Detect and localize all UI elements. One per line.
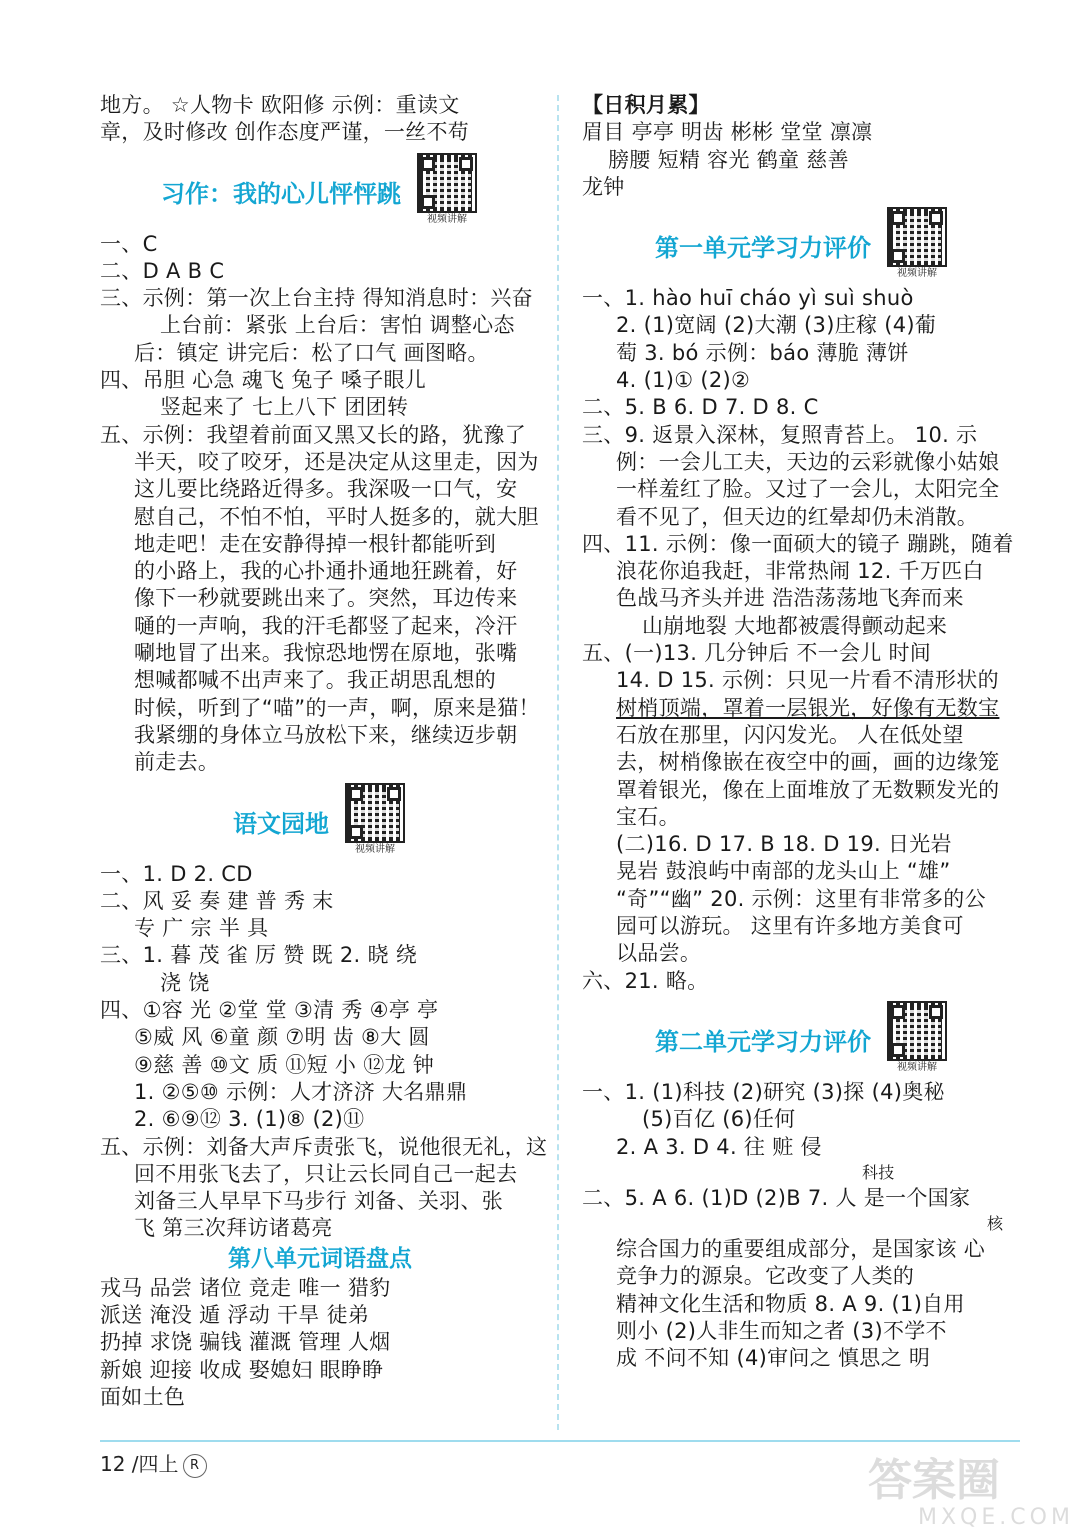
- answer-line: (5)百亿 (6)任何: [642, 1107, 796, 1132]
- page-number: [100, 1448, 207, 1478]
- section-header-garden: [100, 783, 540, 857]
- watermark-logo: [868, 1456, 1078, 1534]
- qr-caption: 视频讲解: [897, 268, 937, 280]
- answer-line: 宝石。: [616, 804, 680, 829]
- right-column: [582, 92, 1022, 1373]
- word-line: 面如土色: [100, 1384, 186, 1409]
- answer-line: 上台前：紧张 上台后：害怕 调整心态: [160, 313, 515, 338]
- answer-line: 二、风 妥 奏 建 普 秀 末: [100, 888, 334, 913]
- answer-line: 三、1. 暮 茂 雀 厉 赞 既 2. 晓 绕: [100, 943, 418, 968]
- answer-line: 飞 第三次拜访诸葛亮: [134, 1216, 333, 1241]
- answer-line: 山崩地裂 大地都被震得颤动起来: [642, 613, 948, 638]
- word-line: 眉目 亭亭 明齿 彬彬 堂堂 凛凛: [582, 120, 873, 145]
- answer-line: 色战马齐头并进 浩浩荡荡地飞奔而来: [616, 586, 964, 611]
- answer-line: 五、示例：刘备大声斥责张飞，说他很无礼，这: [100, 1134, 548, 1159]
- daily-heading: 【日积月累】: [582, 93, 710, 117]
- answer-line: (二)16. D 17. B 18. D 19. 日光岩: [616, 832, 952, 857]
- answer-line: 四、吊胆 心急 魂飞 兔子 嗓子眼儿: [100, 368, 427, 393]
- answer-line: 2. A 3. D 4. 往 赃 侵: [616, 1134, 822, 1159]
- answer-line: 浪花你追我赶，非常热闹 12. 千万匹白: [616, 559, 984, 584]
- answer-line: 去，树梢像嵌在夜空中的画，画的边缘笼: [616, 750, 1000, 775]
- qr-caption: 视频讲解: [897, 1061, 937, 1073]
- answer-line: 二、5. B 6. D 7. D 8. C: [582, 395, 819, 420]
- answer-line: 地走吧！走在安静得掉一根针都能听到: [134, 531, 497, 556]
- answer-line: 园可以游玩。 这里有许多地方美食可: [616, 914, 964, 939]
- answer-line: 1. ②⑤⑩ 示例：人才济济 大名鼎鼎: [134, 1079, 468, 1104]
- answer-line: 2. (1)宽阔 (2)大潮 (3)庄稼 (4)葡: [616, 313, 937, 338]
- answer-line: 看不见了，但天边的红晕却仍未消散。: [616, 504, 979, 529]
- answer-line: 树梢顶端，罩着一层银光，好像有无数宝: [616, 695, 1000, 720]
- answer-line: 嗵的一声响，我的汗毛都竖了起来，冷汗: [134, 613, 518, 638]
- answer-line: 的小路上，我的心扑通扑通地狂跳着，好: [134, 559, 518, 584]
- answer-line: 半天，咬了咬牙，还是决定从这里走，因为: [134, 449, 539, 474]
- answer-line: 一样羞红了脸。又过了一会儿，太阳完全: [616, 477, 1000, 502]
- answer-line: 竖起来了 七上八下 团团转: [160, 395, 409, 420]
- section-header-unit1: [582, 207, 1022, 281]
- footer-rule: [100, 1440, 1020, 1442]
- correction-note: 科技: [862, 1162, 895, 1182]
- intro-line: 地方。 ☆人物卡 欧阳修 示例：重读文: [100, 93, 460, 117]
- left-column: [100, 92, 548, 1411]
- section-header-unit2: [582, 1001, 1022, 1075]
- answer-line: 刘备三人早早下马步行 刘备、关羽、张: [134, 1189, 504, 1214]
- word-line: 扔掉 求饶 骗钱 灌溉 管理 人烟: [100, 1330, 391, 1355]
- answer-line: 三、9. 返景入深林，复照青苔上。 10. 示: [582, 422, 978, 447]
- qr-caption: 视频讲解: [355, 843, 395, 855]
- answer-line: 时候，听到了“喵”的一声，啊，原来是猫！: [134, 695, 540, 720]
- answer-line: 萄 3. bó 示例：báo 薄脆 薄饼: [616, 340, 909, 365]
- qr-code-icon[interactable]: [885, 207, 949, 281]
- answer-line: 石放在那里，闪闪发光。 人在低处望: [616, 722, 964, 747]
- answer-line: 想喊都喊不出声来了。我正胡思乱想的: [134, 668, 497, 693]
- word-line: 戎马 品尝 诸位 竞走 唯一 猎豹: [100, 1275, 391, 1300]
- section-title: 习作：我的心儿怦怦跳: [161, 179, 401, 208]
- answer-line: ⑨慈 善 ⑩文 质 ⑪短 小 ⑫龙 钟: [134, 1052, 435, 1077]
- section-title: 第二单元学习力评价: [655, 1027, 871, 1056]
- answer-line: 五、示例：我望着前面又黑又长的路，犹豫了: [100, 422, 526, 447]
- word-line: 新娘 迎接 收成 娶媳妇 眼睁睁: [100, 1357, 384, 1382]
- qr-code-icon[interactable]: [343, 783, 407, 857]
- column-divider: [557, 95, 559, 1430]
- answer-line: 2. ⑥⑨⑫ 3. (1)⑧ (2)⑪: [134, 1107, 365, 1132]
- answer-line: 14. D 15. 示例：只见一片看不清形状的: [616, 668, 999, 693]
- answer-line: 二、D A B C: [100, 258, 225, 283]
- answer-line: 三、示例：第一次上台主持 得知消息时：兴奋: [100, 286, 533, 311]
- answer-line: 四、①容 光 ②堂 堂 ③清 秀 ④亭 亭: [100, 998, 439, 1023]
- answer-line: 浇 饶: [160, 970, 210, 995]
- watermark-url: MXQE.COM: [918, 1505, 1074, 1530]
- page-number-text: 12 /四上: [100, 1452, 179, 1476]
- answer-line: 像下一秒就要跳出来了。突然，耳边传来: [134, 586, 518, 611]
- answer-line: 二、5. A 6. (1)D (2)B 7. 人 是一个国家: [582, 1185, 971, 1210]
- correction-note: 核: [987, 1214, 1004, 1234]
- word-line: 派送 淹没 遁 浮动 干旱 徒弟: [100, 1302, 370, 1327]
- section-header-writing: [100, 153, 540, 227]
- section-title: 第一单元学习力评价: [655, 234, 871, 263]
- word-line: 龙钟: [582, 174, 625, 199]
- qr-code-icon[interactable]: [885, 1001, 949, 1075]
- answer-line: “奇”“幽” 20. 示例：这里有非常多的公: [616, 886, 986, 911]
- answer-line: 以品尝。: [616, 941, 702, 966]
- answer-line: 则小 (2)人非生而知之者 (3)不学不: [616, 1318, 947, 1343]
- answer-line: 这儿要比绕路近得多。我深吸一口气，安: [134, 477, 518, 502]
- answer-line: 前走去。: [134, 750, 220, 775]
- answer-line: 五、(一)13. 几分钟后 不一会儿 时间: [582, 641, 932, 666]
- word-line: 膀腰 短精 容光 鹤童 慈善: [608, 147, 849, 172]
- answer-line: 慰自己，不怕不怕，平时人挺多的，就大胆: [134, 504, 539, 529]
- answer-line: 专 广 宗 半 具: [134, 916, 269, 941]
- answer-line: 一、1. D 2. CD: [100, 861, 253, 886]
- answer-line: 4. (1)① (2)②: [616, 368, 751, 393]
- answer-line: 后：镇定 讲完后：松了口气 画图略。: [134, 340, 489, 365]
- answer-line: 综合国力的重要组成部分，是国家该 心: [616, 1237, 986, 1262]
- answer-line: 四、11. 示例：像一面硕大的镜子 蹦跳，随着: [582, 531, 1014, 556]
- intro-line: 章，及时修改 创作态度严谨，一丝不苟: [100, 120, 470, 145]
- answer-line: 一、1. hào huī cháo yì suì shuò: [582, 286, 914, 311]
- section-title: 第八单元词语盘点: [228, 1245, 412, 1272]
- qr-caption: 视频讲解: [427, 213, 467, 225]
- answer-line: 我紧绷的身体立马放松下来，继续迈步朝: [134, 722, 518, 747]
- answer-line: 罩着银光，像在上面堆放了无数颗发光的: [616, 777, 1000, 802]
- section-title: 语文园地: [233, 809, 329, 838]
- answer-line: 唰地冒了出来。我惊恐地愣在原地，张嘴: [134, 641, 518, 666]
- answer-line: 回不用张飞去了，只让云长同自己一起去: [134, 1161, 518, 1186]
- answer-line: 竞争力的源泉。它改变了人类的: [616, 1264, 915, 1289]
- watermark-text: 答案圈: [868, 1455, 1000, 1506]
- answer-line: 精神文化生活和物质 8. A 9. (1)自用: [616, 1291, 965, 1316]
- qr-code-icon[interactable]: [415, 153, 479, 227]
- answer-line: 一、C: [100, 231, 158, 256]
- answer-line: ⑤威 风 ⑥童 颜 ⑦明 齿 ⑧大 圆: [134, 1025, 430, 1050]
- answer-line: 一、1. (1)科技 (2)研究 (3)探 (4)奥秘: [582, 1079, 945, 1104]
- answer-line: 成 不问不知 (4)审问之 慎思之 明: [616, 1346, 931, 1371]
- answer-line: 晃岩 鼓浪屿中南部的龙头山上 “雄”: [616, 859, 951, 884]
- answer-line: 六、21. 略。: [582, 968, 709, 993]
- answer-line: 例：一会儿工夫，天边的云彩就像小姑娘: [616, 449, 1000, 474]
- edition-badge: R: [183, 1454, 207, 1478]
